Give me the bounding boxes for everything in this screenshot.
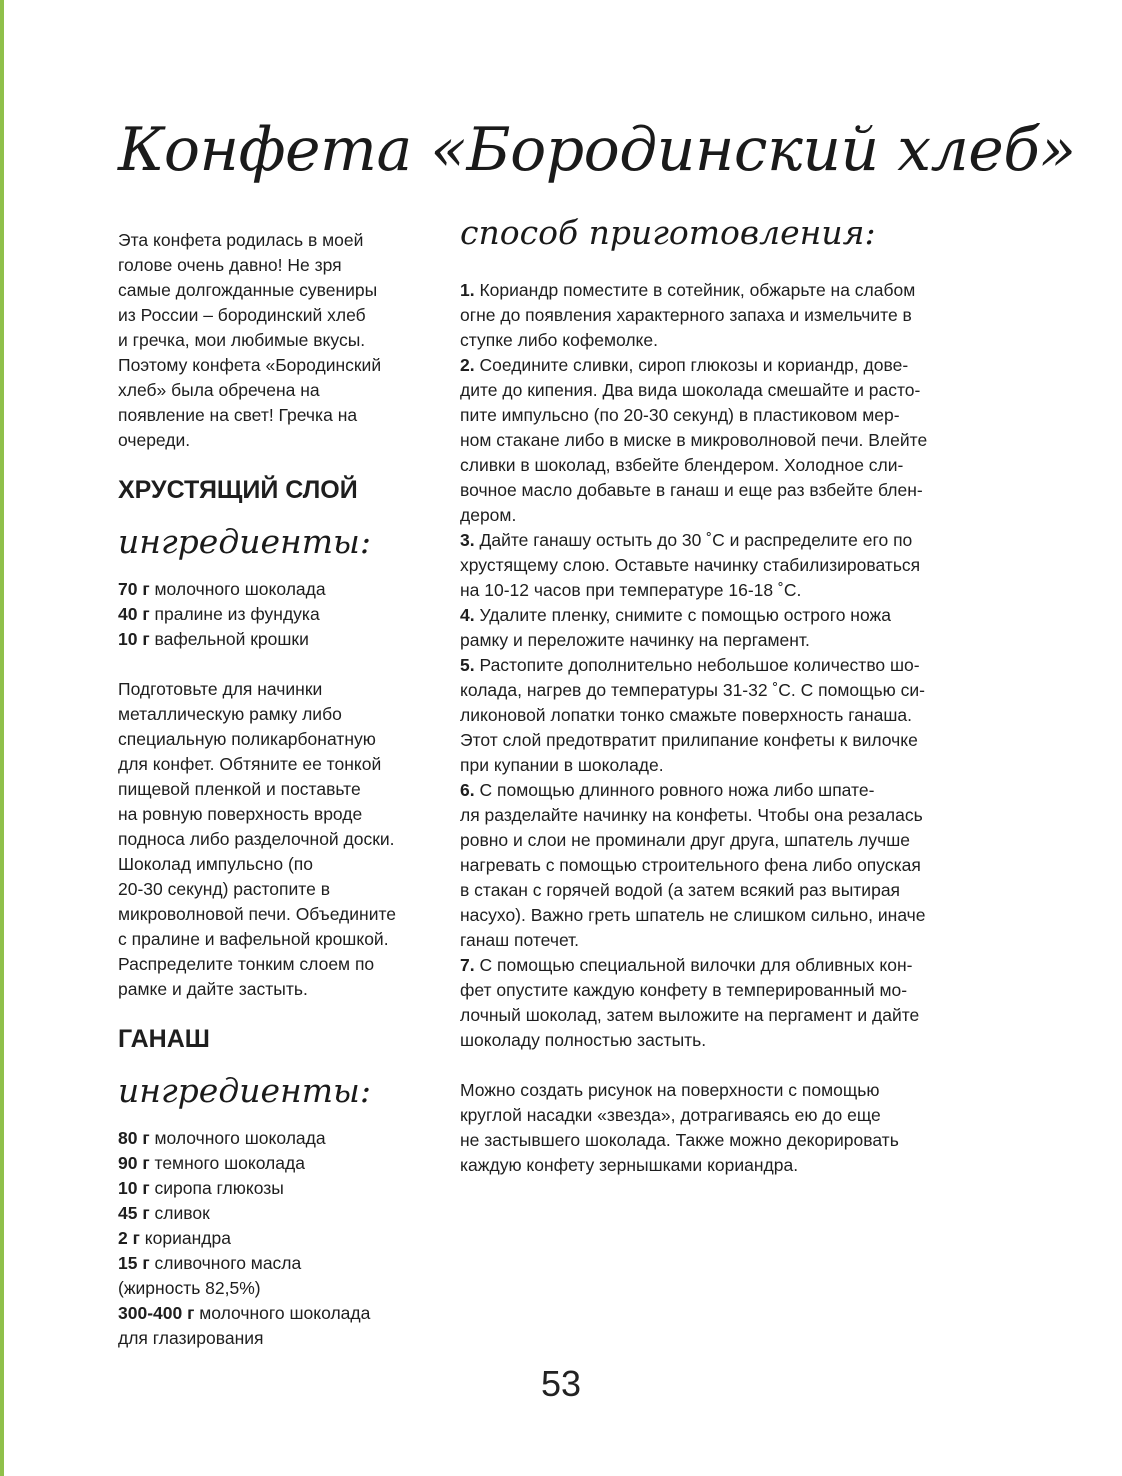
ingredient-item xyxy=(118,1176,448,1201)
ingredient-item xyxy=(118,1201,448,1226)
decoration-note: Можно создать рисунок на поверхности с помощью круглой насадки «звезда», дотрагиваясь ею до еще не застывшего шоколада. Также можно декорировать каждую конфету зернышками кориандра. xyxy=(460,1080,899,1175)
ingredient-amount: 80 г xyxy=(118,1128,150,1148)
method-step xyxy=(460,603,1020,653)
step-text: С помощью длинного ровного ножа либо шпате- ля разделайте начинку на конфеты. Чтобы она резалась ровно и слои не проминали друг друга, шпатель лучше нагревать с помощью строительного фена либо опуская в стакан с горячей водой (а затем всякий раз вытирая насухо). Важно греть шпатель не слишком сильно, иначе ганаш потечет. xyxy=(460,780,926,950)
ingredient-item xyxy=(118,577,448,602)
ingredient-amount: 15 г xyxy=(118,1253,150,1273)
ganache-heading: ГАНАШ xyxy=(118,1025,210,1053)
ingredient-amount: 10 г xyxy=(118,629,150,649)
ingredient-item xyxy=(118,627,448,652)
ingredient-text: сливок xyxy=(154,1203,210,1223)
ganache-ingredients-label: ингредиенты: xyxy=(118,1071,372,1110)
ingredient-item xyxy=(118,1301,448,1351)
step-number: 5. xyxy=(460,655,475,675)
step-number: 3. xyxy=(460,530,475,550)
crunchy-layer-heading: ХРУСТЯЩИЙ СЛОЙ xyxy=(118,476,358,504)
method-step xyxy=(460,528,1020,603)
ingredient-item xyxy=(118,1151,448,1176)
step-text: Дайте ганашу остыть до 30 ˚С и распределите его по хрустящему слою. Оставьте начинку стабилизироваться на 10-12 часов при температуре 16-18 ˚С. xyxy=(460,530,921,600)
ingredient-text: пралине из фундука xyxy=(154,604,320,624)
crunchy-ingredient-list xyxy=(118,577,448,652)
method-step xyxy=(460,353,1020,528)
ganache-ingredient-list xyxy=(118,1126,448,1351)
method-step xyxy=(460,778,1020,953)
step-number: 4. xyxy=(460,605,475,625)
ingredient-text: вафельной крошки xyxy=(154,629,309,649)
ingredient-item xyxy=(118,1226,448,1251)
method-steps xyxy=(460,278,1020,1053)
ingredient-text: кориандра xyxy=(144,1228,231,1248)
right-column xyxy=(460,208,1020,1178)
ingredient-amount: 2 г xyxy=(118,1228,140,1248)
ingredient-amount: 10 г xyxy=(118,1178,150,1198)
ingredient-item xyxy=(118,1126,448,1151)
ingredient-text: молочного шоколада xyxy=(154,579,326,599)
crunchy-ingredients-label: ингредиенты: xyxy=(118,522,372,561)
ingredient-amount: 300-400 г xyxy=(118,1303,195,1323)
ingredient-text: сиропа глюкозы xyxy=(154,1178,284,1198)
step-number: 1. xyxy=(460,280,475,300)
method-step xyxy=(460,278,1020,353)
ingredient-amount: 70 г xyxy=(118,579,150,599)
step-text: Удалите пленку, снимите с помощью острого ножа рамку и переложите начинку на пергамент. xyxy=(460,605,891,650)
method-step xyxy=(460,953,1020,1053)
left-column xyxy=(118,228,448,1351)
method-step xyxy=(460,653,1020,778)
ingredient-amount: 45 г xyxy=(118,1203,150,1223)
step-number: 6. xyxy=(460,780,475,800)
intro-text: Эта конфета родилась в моей голове очень давно! Не зря самые долгожданные сувениры из России – бородинский хлеб и гречка, мои любимые вкусы. Поэтому конфета «Бородинский хлеб» была обречена на появление на свет! Гречка на очереди. xyxy=(118,230,382,450)
ingredient-text: молочного шоколада для глазирования xyxy=(118,1303,371,1348)
method-label: способ приготовления: xyxy=(460,213,876,252)
page-edge-stripe xyxy=(0,0,4,1476)
ingredient-amount: 40 г xyxy=(118,604,150,624)
recipe-title: Конфета «Бородинский хлеб» xyxy=(118,115,1076,185)
step-text: Соедините сливки, сироп глюкозы и кориандр, дове- дите до кипения. Два вида шоколада смешайте и расто- пите импульсно (по 20-30 секунд) в пластиковом мер- ном стакане либо в миске в микроволновой печи. Влейте сливки в шоколад, взбейте блендером. Холодное сли- вочное масло добавьте в ганаш и еще раз взбейте блен- дером. xyxy=(460,355,928,525)
step-text: Кориандр поместите в сотейник, обжарьте на слабом огне до появления характерного запаха и измельчите в ступке либо кофемолке. xyxy=(460,280,916,350)
step-number: 7. xyxy=(460,955,475,975)
ingredient-amount: 90 г xyxy=(118,1153,150,1173)
step-text: Растопите дополнительно небольшое количество шо- колада, нагрев до температуры 31-32 ˚С. С помощью си- ликоновой лопатки тонко смажьте поверхность ганаша. Этот слой предотвратит прилипание конфеты к вилочке при купании в шоколаде. xyxy=(460,655,925,775)
page-number: 53 xyxy=(540,1363,582,1404)
ingredient-text: сливочного масла (жирность 82,5%) xyxy=(118,1253,302,1298)
step-number: 2. xyxy=(460,355,475,375)
ingredient-item xyxy=(118,602,448,627)
ingredient-item xyxy=(118,1251,448,1301)
ingredient-text: молочного шоколада xyxy=(154,1128,326,1148)
step-text: С помощью специальной вилочки для обливных кон- фет опустите каждую конфету в темперированный мо- лочный шоколад, затем выложите на пергамент и дайте шоколаду полностью застыть. xyxy=(460,955,920,1050)
crunchy-instructions: Подготовьте для начинки металлическую рамку либо специальную поликарбонатную для конфет. Обтяните ее тонкой пищевой пленкой и поставьте на ровную поверхность вроде подноса либо разделочной доски. Шоколад импульсно (по 20-30 секунд) растопите в микроволновой печи. Объедините с пралине и вафельной крошкой. Распределите тонким слоем по рамке и дайте застыть. xyxy=(118,679,397,999)
ingredient-text: темного шоколада xyxy=(154,1153,305,1173)
